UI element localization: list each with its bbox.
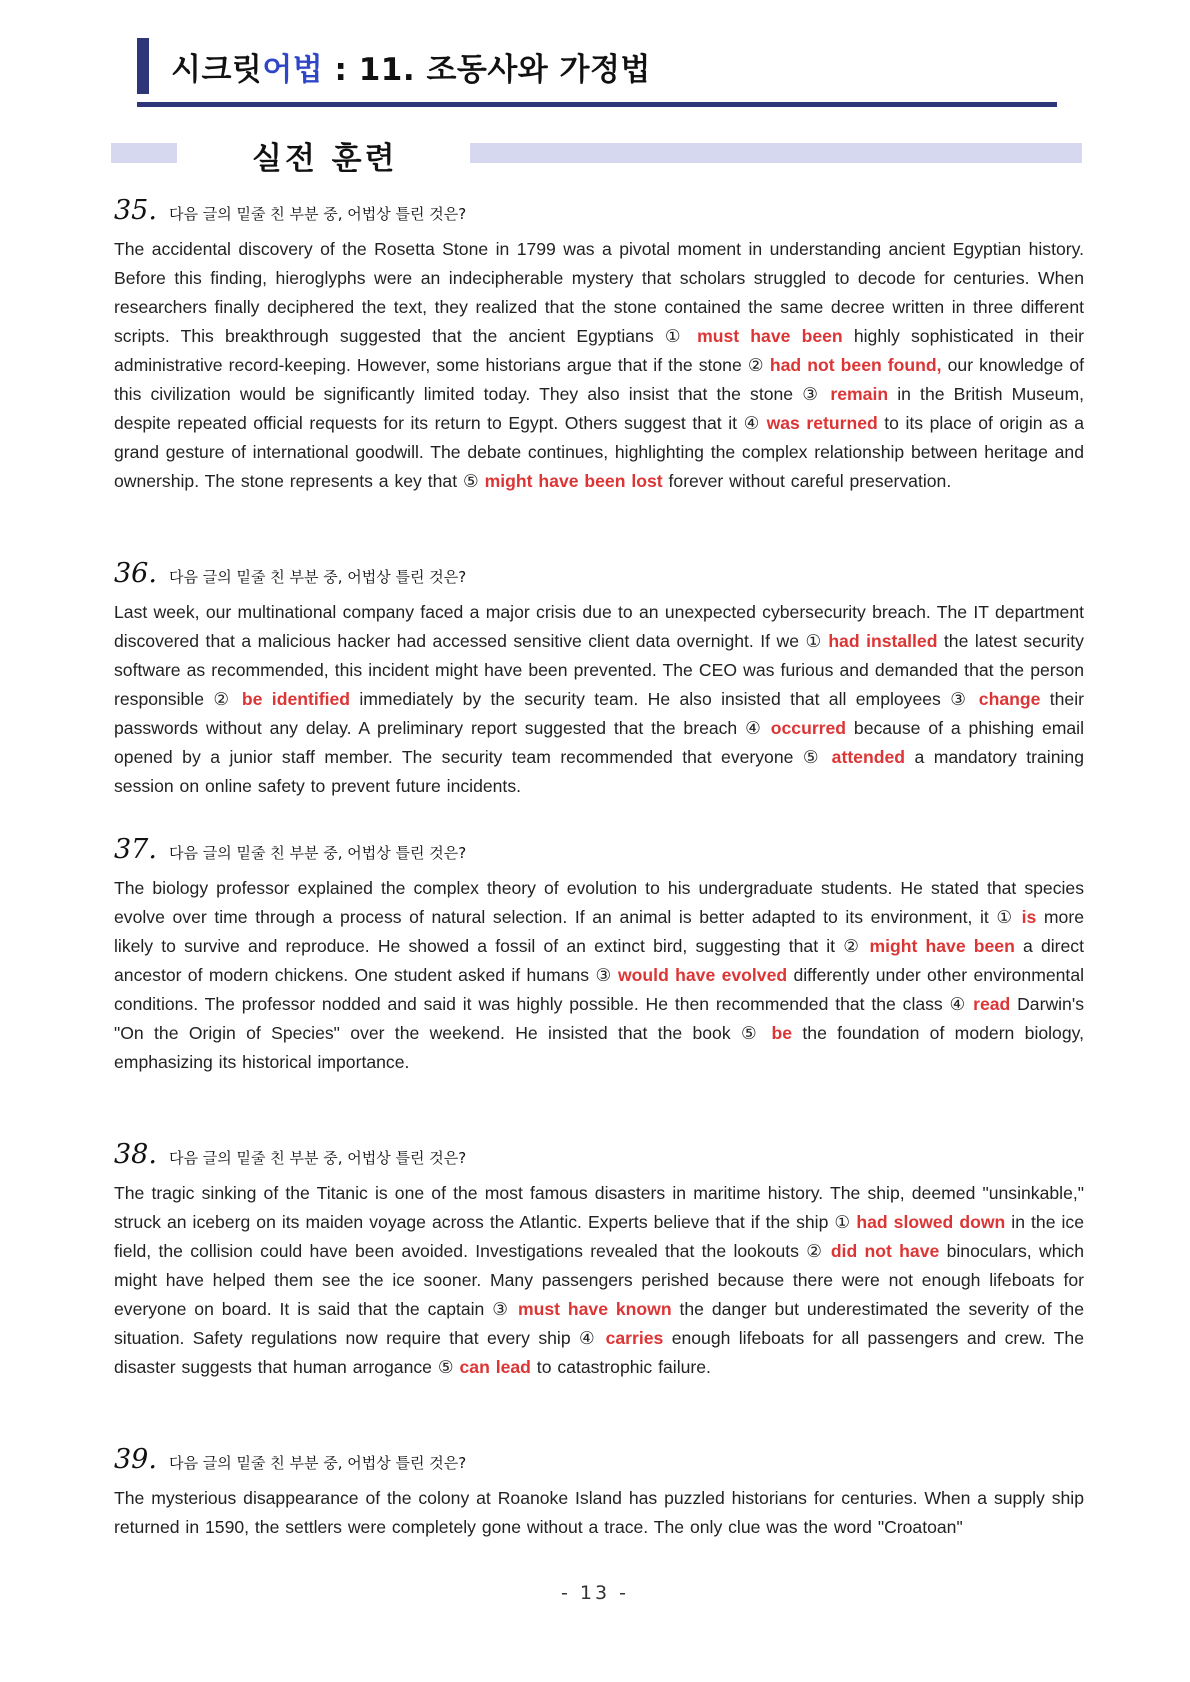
page-title (171, 44, 651, 89)
passage-text: forever without careful preservation. (662, 471, 952, 491)
passage-text: The biology professor explained the complex theory of evolution to his undergraduate students. He stated that species evolve over time through a process of natural selection. If an animal is better adapted to its environment, it ① (114, 878, 1084, 927)
underlined-option-5: might have been lost (484, 471, 663, 491)
passage-text: more likely to survive and reproduce. He showed a fossil of an extinct bird, suggesting that it ② (114, 907, 1084, 956)
question-instruction: 다음 글의 밑줄 친 부분 중, 어법상 틀린 것은? (168, 1454, 467, 1472)
question-37 (114, 834, 1084, 1077)
passage-text: enough lifeboats for all passengers and crew. The disaster suggests that human arrogance ⑤ (114, 1328, 1084, 1377)
underlined-option-1: is (1021, 907, 1037, 927)
section-title: 실전 훈련 (252, 141, 398, 177)
passage-text: immediately by the security team. He also insisted that all employees ③ (350, 689, 979, 709)
section-band-right (470, 143, 1082, 163)
passage-text: the latest security software as recommended, this incident might have been prevented. The CEO was furious and demanded that the person responsible ② (114, 631, 1084, 709)
passage-text: a mandatory training session on online safety to prevent future incidents. (114, 747, 1084, 796)
underlined-option-5: attended (831, 747, 905, 767)
passage-text: Last week, our multinational company faced a major crisis due to an unexpected cybersecurity breach. The IT department discovered that a malicious hacker had accessed sensitive client data overnight. If we ① (114, 602, 1084, 651)
question-number: 39. (114, 1444, 157, 1475)
passage-text: The mysterious disappearance of the colony at Roanoke Island has puzzled historians for centuries. When a supply ship returned in 1590, the settlers were completely gone without a trace. The only clue was the word "Croatoan" (114, 1488, 1084, 1537)
page-number: - 13 - (561, 1582, 629, 1604)
title-accent-bar (137, 38, 149, 94)
question-header (114, 195, 1084, 231)
question-instruction: 다음 글의 밑줄 친 부분 중, 어법상 틀린 것은? (168, 1149, 467, 1167)
question-header (114, 1444, 1084, 1480)
underlined-option-3: remain (830, 384, 889, 404)
passage-text: to catastrophic failure. (530, 1357, 711, 1377)
section-band-left (111, 143, 177, 163)
passage-text: the danger but underestimated the severity of the situation. Safety regulations now require that every ship ④ (114, 1299, 1084, 1348)
underlined-option-2: did not have (830, 1241, 940, 1261)
passage-text: binoculars, which might have helped them see the ice sooner. Many passengers perished because there were not enough lifeboats for everyone on board. It is said that the captain ③ (114, 1241, 1084, 1319)
question-header (114, 834, 1084, 870)
passage-text: Darwin's "On the Origin of Species" over the weekend. He insisted that the book ⑤ (114, 994, 1084, 1043)
passage (114, 235, 1084, 496)
question-instruction: 다음 글의 밑줄 친 부분 중, 어법상 틀린 것은? (168, 568, 467, 586)
question-number: 37. (114, 834, 157, 865)
underlined-option-3: change (978, 689, 1041, 709)
underlined-option-4: occurred (770, 718, 847, 738)
passage (114, 874, 1084, 1077)
passage-text: in the ice field, the collision could have been avoided. Investigations revealed that the lookouts ② (114, 1212, 1084, 1261)
question-number: 36. (114, 558, 157, 589)
title-divider (137, 102, 1057, 107)
passage-text: their passwords without any delay. A preliminary report suggested that the breach ④ (114, 689, 1084, 738)
underlined-option-5: can lead (459, 1357, 531, 1377)
underlined-option-4: read (973, 994, 1011, 1014)
title-part2: : 11. 조동사와 가정법 (323, 52, 651, 88)
question-36 (114, 558, 1084, 801)
question-38 (114, 1139, 1084, 1382)
underlined-option-4: carries (605, 1328, 664, 1348)
passage-text: highly sophisticated in their administrative record-keeping. However, some historians argue that if the stone ② (114, 326, 1084, 375)
question-number: 35. (114, 195, 157, 226)
underlined-option-2: had not been found, (769, 355, 942, 375)
passage (114, 1484, 1084, 1542)
underlined-option-2: might have been (869, 936, 1015, 956)
passage-text: The accidental discovery of the Rosetta Stone in 1799 was a pivotal moment in understanding ancient Egyptian history. Before this finding, hieroglyphs were an indecipherable mystery that scholars struggled to decode for centuries. When researchers finally deciphered the text, they realized that the stone contained the same decree written in three different scripts. This breakthrough suggested that the ancient Egyptians ① (114, 239, 1084, 346)
question-instruction: 다음 글의 밑줄 친 부분 중, 어법상 틀린 것은? (168, 205, 467, 223)
underlined-option-5: be (771, 1023, 793, 1043)
passage-text: differently under other environmental conditions. The professor nodded and said it was highly possible. He then recommended that the class ④ (114, 965, 1085, 1014)
passage-text: to its place of origin as a grand gesture of international goodwill. The debate continues, highlighting the complex relationship between heritage and ownership. The stone represents a key that ⑤ (114, 413, 1084, 491)
underlined-option-3: must have known (517, 1299, 672, 1319)
title-part1: 시크릿 (171, 52, 263, 88)
passage-text: The tragic sinking of the Titanic is one of the most famous disasters in maritime history. The ship, deemed "unsinkable," struck an iceberg on its maiden voyage across the Atlantic. Experts believe that if the ship ① (114, 1183, 1084, 1232)
passage-text: in the British Museum, despite repeated official requests for its return to Egypt. Others suggest that it ④ (114, 384, 1085, 433)
passage-text: the foundation of modern biology, emphasizing its historical importance. (114, 1023, 1084, 1072)
question-39 (114, 1444, 1084, 1542)
question-35 (114, 195, 1084, 496)
underlined-option-1: must have been (697, 326, 843, 346)
question-header (114, 558, 1084, 594)
question-header (114, 1139, 1084, 1175)
passage-text: our knowledge of this civilization would be significantly limited today. They also insist that the stone ③ (114, 355, 1084, 404)
title-accent-word: 어법 (262, 52, 324, 88)
passage-text: a direct ancestor of modern chickens. One student asked if humans ③ (114, 936, 1084, 985)
passage-text: because of a phishing email opened by a junior staff member. The security team recommended that everyone ⑤ (114, 718, 1085, 767)
passage (114, 1179, 1084, 1382)
question-number: 38. (114, 1139, 157, 1170)
question-instruction: 다음 글의 밑줄 친 부분 중, 어법상 틀린 것은? (168, 844, 467, 862)
underlined-option-3: would have evolved (618, 965, 788, 985)
underlined-option-4: was returned (766, 413, 878, 433)
passage (114, 598, 1084, 801)
underlined-option-2: be identified (241, 689, 350, 709)
underlined-option-1: had installed (828, 631, 938, 651)
underlined-option-1: had slowed down (856, 1212, 1006, 1232)
